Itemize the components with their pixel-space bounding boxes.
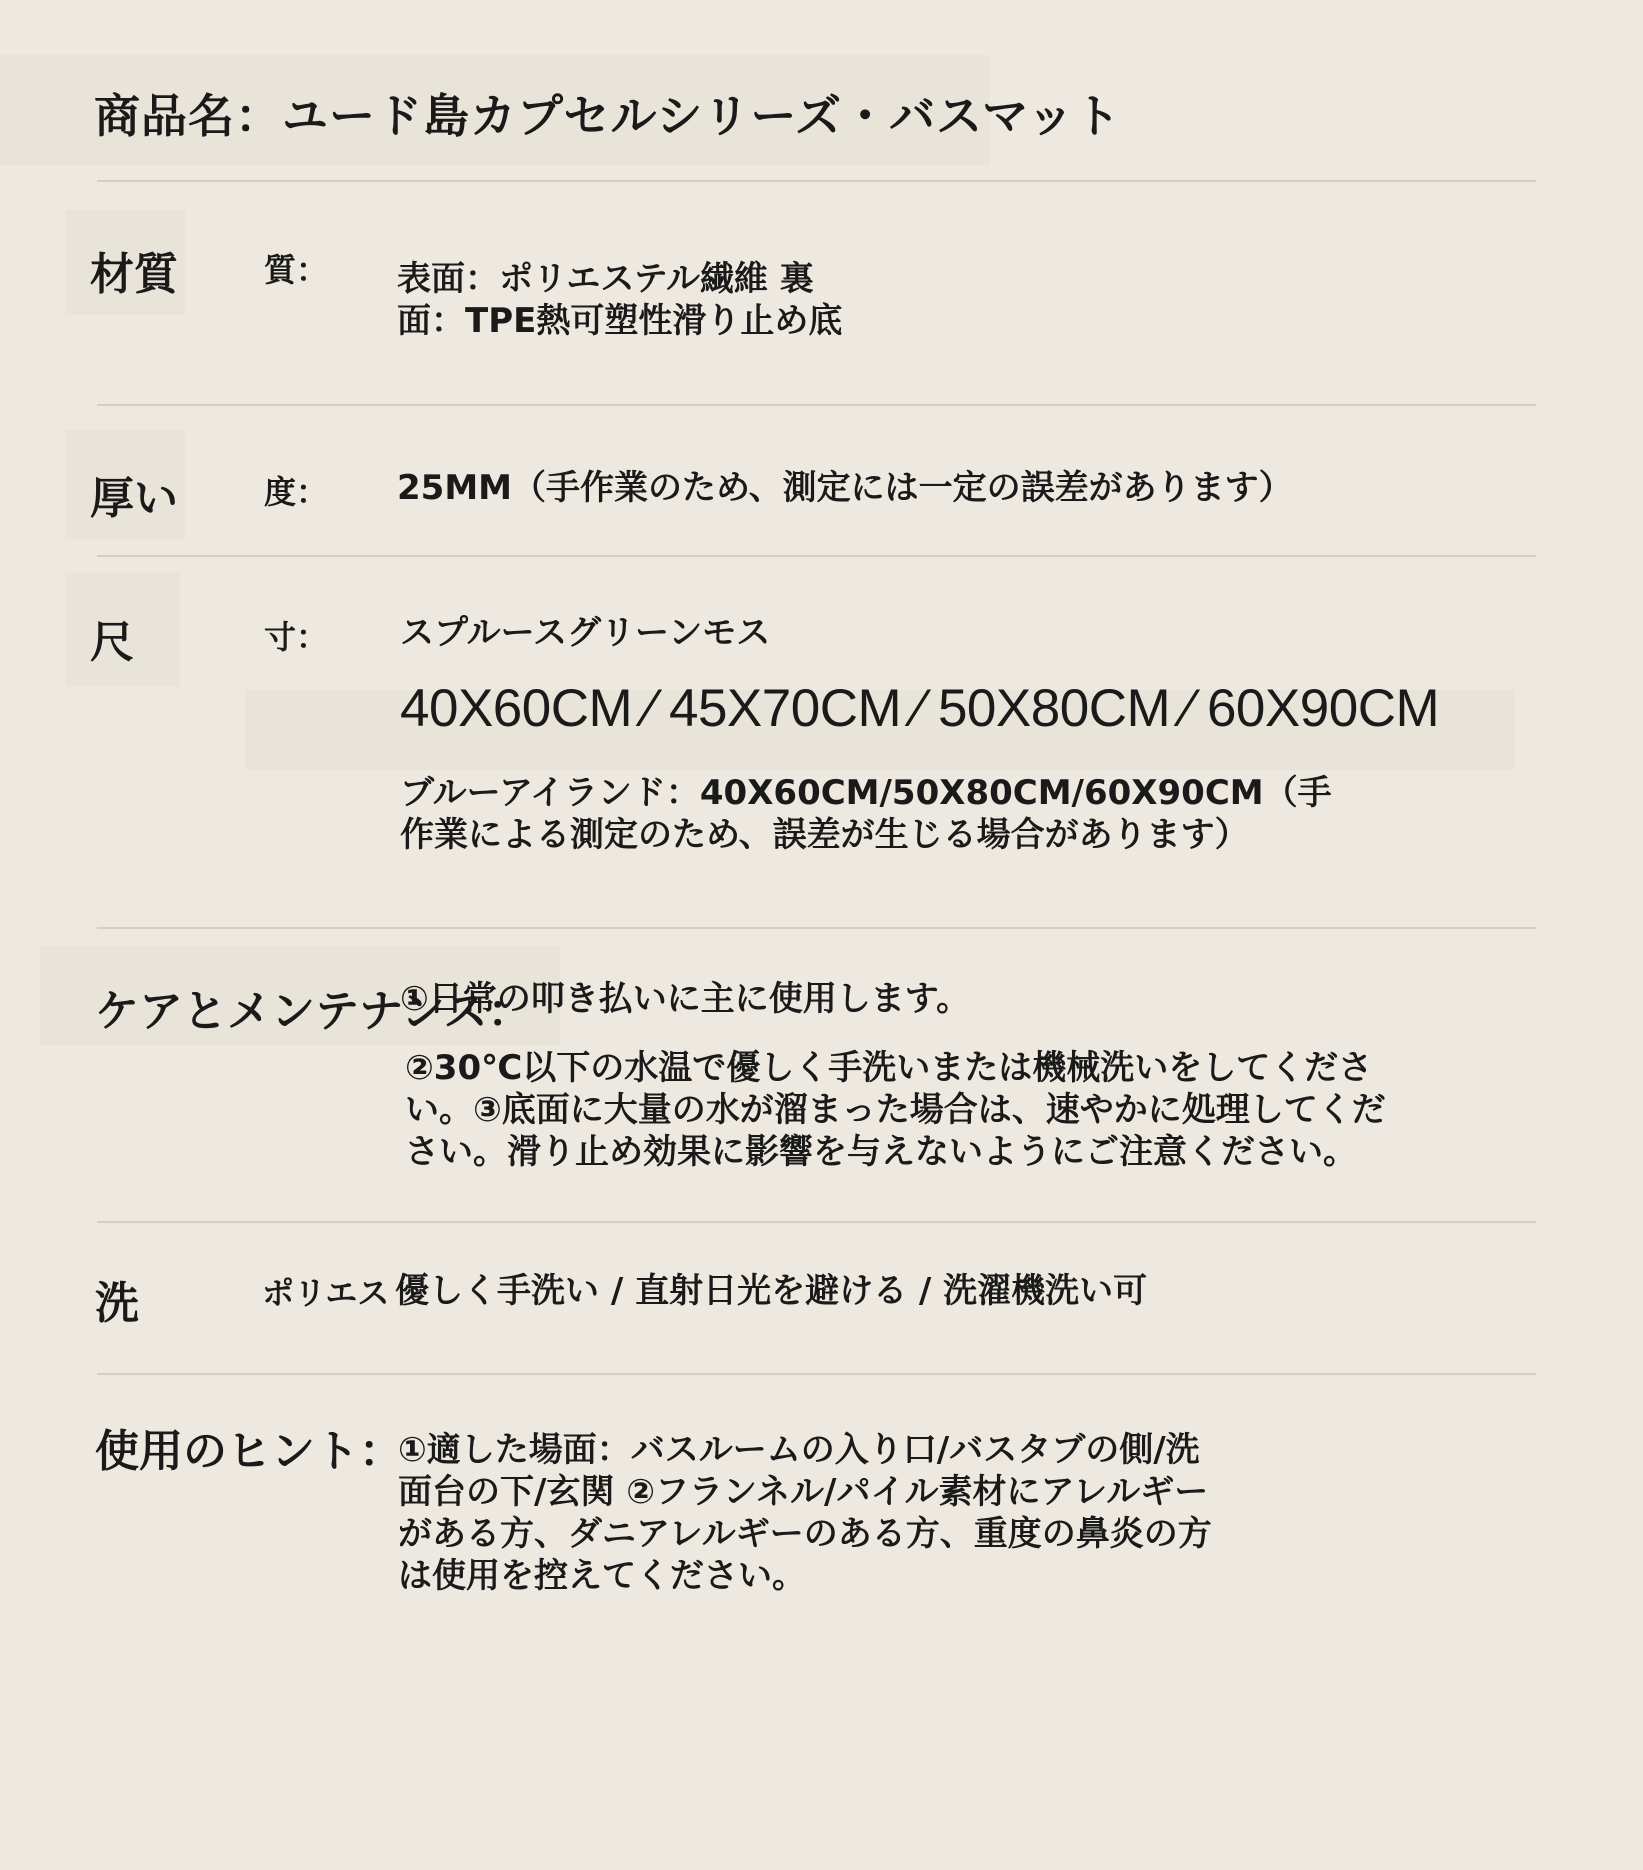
tips-label: 使用のヒント： <box>95 1426 403 1477</box>
care-line-1: ①日常の叩き払いに主に使用します。 <box>400 979 971 1019</box>
wash-label: 洗 <box>95 1278 139 1329</box>
divider <box>97 1373 1536 1375</box>
size-blue-line: 作業による測定のため、誤差が生じる場合があります） <box>400 815 1249 855</box>
divider <box>97 404 1536 406</box>
material-value-line: 面：TPE熱可塑性滑り止め底 <box>397 301 843 341</box>
care-lines <box>405 1047 1386 1173</box>
tips-lines <box>398 1429 1212 1597</box>
tips-line: 面台の下/玄関 ②フランネル/パイル素材にアレルギー <box>398 1472 1209 1512</box>
size-color-name: スプルースグリーンモス <box>400 613 771 653</box>
size-label: 尺 <box>90 617 134 668</box>
tips-line: ①適した場面：バスルームの入り口/バスタブの側/洗 <box>398 1430 1200 1470</box>
thickness-value: 25MM（手作業のため、測定には一定の誤差があります） <box>397 468 1293 508</box>
thickness-colon-label: 度： <box>264 473 329 511</box>
size-blue-island <box>400 772 1332 856</box>
divider <box>97 1221 1536 1223</box>
thickness-label: 厚い <box>90 473 178 524</box>
product-title: 商品名：ユード島カプセルシリーズ・バスマット <box>94 89 1122 143</box>
care-line: い。③底面に大量の水が溜まった場合は、速やかに処理してくだ <box>405 1090 1386 1130</box>
care-line: ②30℃以下の水温で優しく手洗いまたは機械洗いをしてくださ <box>405 1048 1373 1088</box>
tips-line: は使用を控えてください。 <box>398 1556 806 1596</box>
material-colon-label: 質： <box>264 251 329 289</box>
wash-prefix: ポリエス <box>262 1274 390 1312</box>
size-blue-line: ブルーアイランド：40X60CM/50X80CM/60X90CM（手 <box>400 773 1332 813</box>
divider <box>97 180 1536 182</box>
material-value-line: 表面：ポリエステル繊維 裏 <box>397 259 814 299</box>
material-value <box>397 258 842 342</box>
material-label: 材質 <box>90 249 178 300</box>
wash-value: 優しく手洗い / 直射日光を避ける / 洗濯機洗い可 <box>395 1271 1148 1311</box>
care-label: ケアとメンテナンス： <box>95 986 532 1037</box>
care-line: さい。滑り止め効果に影響を与えないようにご注意ください。 <box>405 1132 1357 1172</box>
size-options: 40X60CM ⁄ 45X70CM ⁄ 50X80CM ⁄ 60X90CM <box>400 679 1440 738</box>
divider <box>97 927 1536 929</box>
tips-line: がある方、ダニアレルギーのある方、重度の鼻炎の方 <box>398 1514 1212 1554</box>
size-colon-label: 寸： <box>264 618 329 656</box>
divider <box>97 555 1536 557</box>
